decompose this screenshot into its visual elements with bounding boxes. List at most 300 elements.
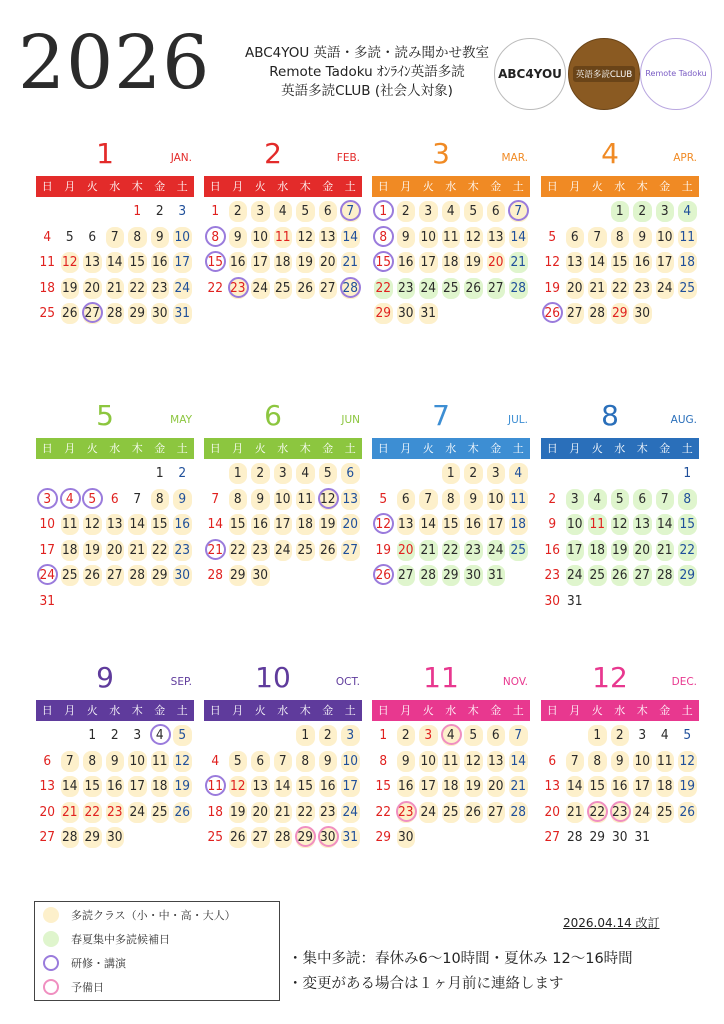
reserve-circle-icon: [587, 801, 608, 822]
day-cell: 3: [178, 203, 187, 219]
day-cell: 18: [149, 774, 172, 799]
day-cell: 17: [39, 541, 55, 558]
day-cell: 13: [485, 749, 508, 774]
weekday-label: 火: [86, 704, 98, 717]
day-cell: 21: [507, 774, 530, 799]
note-line: ・変更がある場合は１ヶ月前に連絡します: [288, 976, 564, 992]
day-cell: 10: [654, 225, 677, 250]
day-cell: 18: [294, 512, 317, 537]
day-cell: 11: [507, 487, 530, 512]
day-cell: 22: [586, 800, 609, 825]
weekday-label: 火: [254, 442, 266, 455]
day-cell: 16: [544, 541, 560, 558]
day-cell: 27: [395, 563, 418, 588]
day-cell: 3: [133, 727, 142, 743]
day-cell: 30: [612, 829, 628, 845]
month-number: 6: [264, 399, 282, 432]
day-cell: 4: [43, 228, 52, 245]
day-cell: 28: [507, 276, 530, 301]
day-cell: 11: [272, 225, 295, 250]
legend-item-class: 多読クラス（小・中・高・大人）: [43, 905, 236, 925]
day-cell: 2: [395, 199, 418, 224]
day-cell: 30: [149, 301, 172, 326]
weekday-header: [204, 438, 362, 459]
day-cell: 21: [126, 538, 149, 563]
day-cell: 8: [81, 749, 104, 774]
weekday-header: [36, 700, 194, 721]
day-cell: 17: [654, 250, 677, 275]
day-cell: 14: [507, 749, 530, 774]
day-cell: 2: [110, 727, 119, 743]
day-cell: 23: [395, 800, 418, 825]
day-cell: 12: [59, 250, 82, 275]
day-grid: [204, 723, 362, 883]
header-school-names: [232, 44, 502, 101]
day-cell: 10: [417, 749, 440, 774]
weekday-header: [541, 438, 699, 459]
training-circle-icon: [373, 564, 394, 585]
day-cell: 11: [149, 749, 172, 774]
day-cell: 13: [339, 487, 362, 512]
weekday-label: 土: [176, 704, 188, 717]
day-cell: 19: [375, 541, 391, 558]
weekday-header: [36, 438, 194, 459]
day-cell: 28: [339, 276, 362, 301]
training-circle-icon: [37, 488, 58, 509]
day-cell: 27: [564, 301, 587, 326]
day-cell: 29: [227, 563, 250, 588]
weekday-label: 土: [681, 704, 693, 717]
reserve-circle-icon: [441, 724, 462, 745]
day-cell: 18: [207, 803, 223, 820]
day-cell: 7: [339, 199, 362, 224]
day-cell: 5: [171, 723, 194, 748]
day-grid: [541, 461, 699, 621]
day-cell: 27: [485, 800, 508, 825]
day-cell: 13: [485, 225, 508, 250]
day-cell: 11: [676, 225, 699, 250]
training-circle-icon: [340, 277, 361, 298]
day-cell: 22: [375, 803, 391, 820]
day-cell: 4: [149, 723, 172, 748]
weekday-label: 木: [131, 704, 143, 717]
weekday-label: 月: [569, 180, 581, 193]
day-cell: 20: [39, 803, 55, 820]
weekday-label: 金: [322, 442, 334, 455]
day-grid: [372, 461, 530, 621]
day-cell: 7: [104, 225, 127, 250]
day-cell: 14: [507, 225, 530, 250]
day-grid: [372, 723, 530, 883]
weekday-label: 月: [232, 704, 244, 717]
month-abbr: OCT.: [335, 676, 360, 688]
day-cell: 12: [676, 749, 699, 774]
day-grid: [36, 461, 194, 621]
day-cell: 30: [317, 825, 340, 850]
day-cell: 21: [417, 538, 440, 563]
day-cell: 4: [676, 199, 699, 224]
day-cell: 1: [609, 199, 632, 224]
day-cell: 9: [149, 225, 172, 250]
day-cell: 19: [171, 774, 194, 799]
day-cell: 16: [631, 250, 654, 275]
day-cell: 10: [339, 749, 362, 774]
day-grid: [36, 723, 194, 883]
day-cell: 8: [609, 225, 632, 250]
training-circle-icon: [150, 724, 171, 745]
weekday-header: [541, 176, 699, 197]
day-cell: 20: [249, 800, 272, 825]
weekday-label: 金: [490, 704, 502, 717]
day-cell: 15: [81, 774, 104, 799]
month-12: [541, 662, 699, 883]
day-cell: 12: [227, 774, 250, 799]
day-cell: 20: [485, 774, 508, 799]
day-cell: 8: [440, 487, 463, 512]
day-cell: 28: [59, 825, 82, 850]
day-cell: 10: [631, 749, 654, 774]
training-circle-icon: [43, 955, 59, 971]
day-cell: 1: [586, 723, 609, 748]
day-cell: 24: [485, 538, 508, 563]
day-cell: 23: [104, 800, 127, 825]
day-cell: 9: [631, 225, 654, 250]
month-number: 1: [96, 137, 114, 170]
day-cell: 10: [564, 512, 587, 537]
day-cell: 1: [227, 461, 250, 486]
day-cell: 23: [227, 276, 250, 301]
weekday-header: [541, 700, 699, 721]
weekday-label: 金: [322, 704, 334, 717]
day-cell: 17: [249, 250, 272, 275]
month-7: [372, 400, 530, 621]
weekday-label: 土: [512, 442, 524, 455]
day-cell: 17: [417, 250, 440, 275]
day-cell: 10: [272, 487, 295, 512]
weekday-label: 日: [546, 180, 558, 193]
day-cell: 26: [171, 800, 194, 825]
day-cell: 25: [654, 800, 677, 825]
day-cell: 15: [609, 250, 632, 275]
day-cell: 1: [211, 203, 220, 219]
day-cell: 29: [375, 829, 391, 845]
day-cell: 24: [126, 800, 149, 825]
weekday-label: 火: [591, 704, 603, 717]
day-cell: 23: [609, 800, 632, 825]
day-cell: 7: [211, 490, 220, 507]
day-cell: 18: [440, 774, 463, 799]
day-cell: 7: [586, 225, 609, 250]
weekday-label: 金: [322, 180, 334, 193]
day-cell: 28: [417, 563, 440, 588]
day-cell: 17: [564, 538, 587, 563]
weekday-label: 木: [299, 442, 311, 455]
day-cell: 28: [207, 567, 223, 583]
weekday-label: 木: [467, 704, 479, 717]
month-number: 12: [592, 661, 628, 694]
training-circle-icon: [82, 488, 103, 509]
day-cell: 21: [272, 800, 295, 825]
weekday-label: 月: [569, 442, 581, 455]
day-cell: 26: [541, 301, 564, 326]
day-cell: 3: [654, 199, 677, 224]
weekday-label: 木: [636, 180, 648, 193]
day-cell: 29: [126, 301, 149, 326]
day-cell: 3: [249, 199, 272, 224]
day-cell: 20: [317, 250, 340, 275]
weekday-label: 土: [176, 180, 188, 193]
weekday-label: 水: [277, 704, 289, 717]
day-cell: 9: [395, 225, 418, 250]
weekday-label: 木: [467, 442, 479, 455]
day-cell: 12: [462, 225, 485, 250]
day-cell: 21: [654, 538, 677, 563]
training-circle-icon: [205, 251, 226, 272]
weekday-label: 金: [659, 180, 671, 193]
day-cell: 31: [417, 301, 440, 326]
day-cell: 25: [207, 829, 223, 845]
day-cell: 17: [485, 512, 508, 537]
month-abbr: NOV.: [502, 676, 528, 688]
day-cell: 31: [634, 829, 650, 845]
day-cell: 25: [676, 276, 699, 301]
day-cell: 3: [272, 461, 295, 486]
weekday-label: 火: [254, 704, 266, 717]
weekday-label: 日: [377, 704, 389, 717]
day-cell: 30: [249, 563, 272, 588]
day-cell: 17: [631, 774, 654, 799]
day-cell: 15: [204, 250, 227, 275]
day-cell: 3: [417, 723, 440, 748]
weekday-label: 土: [176, 442, 188, 455]
weekday-label: 金: [659, 442, 671, 455]
day-cell: 23: [171, 538, 194, 563]
day-cell: 20: [544, 803, 560, 820]
day-cell: 27: [339, 538, 362, 563]
day-cell: 22: [294, 800, 317, 825]
day-cell: 3: [339, 723, 362, 748]
month-2: [204, 138, 362, 359]
class-swatch-icon: [43, 907, 59, 923]
month-abbr: JAN.: [170, 152, 192, 164]
training-circle-icon: [82, 302, 103, 323]
day-cell: 22: [149, 538, 172, 563]
day-cell: 7: [417, 487, 440, 512]
day-cell: 25: [59, 563, 82, 588]
day-cell: 16: [609, 774, 632, 799]
day-cell: 6: [485, 723, 508, 748]
day-cell: 31: [567, 592, 583, 609]
month-number: 8: [601, 399, 619, 432]
day-cell: 14: [417, 512, 440, 537]
day-cell: 10: [485, 487, 508, 512]
day-cell: 6: [339, 461, 362, 486]
day-cell: 13: [395, 512, 418, 537]
day-cell: 13: [564, 250, 587, 275]
weekday-label: 土: [681, 180, 693, 193]
weekday-label: 日: [546, 442, 558, 455]
weekday-label: 木: [131, 442, 143, 455]
day-cell: 7: [507, 723, 530, 748]
weekday-label: 水: [614, 704, 626, 717]
weekday-label: 日: [41, 180, 53, 193]
day-cell: 9: [317, 749, 340, 774]
weekday-label: 火: [254, 180, 266, 193]
day-cell: 21: [586, 276, 609, 301]
legend-item-training: 研修・講演: [43, 953, 126, 973]
day-cell: 13: [631, 512, 654, 537]
day-cell: 27: [104, 563, 127, 588]
training-circle-icon: [205, 775, 226, 796]
day-cell: 8: [379, 752, 388, 769]
day-cell: 14: [586, 250, 609, 275]
day-cell: 27: [249, 825, 272, 850]
day-cell: 8: [149, 487, 172, 512]
day-cell: 6: [631, 487, 654, 512]
day-cell: 24: [171, 276, 194, 301]
day-cell: 26: [676, 800, 699, 825]
day-cell: 8: [204, 225, 227, 250]
legend: [34, 901, 280, 1001]
day-cell: 21: [204, 538, 227, 563]
weekday-label: 土: [512, 704, 524, 717]
spring-swatch-icon: [43, 931, 59, 947]
day-cell: 27: [631, 563, 654, 588]
day-grid: [372, 199, 530, 359]
month-number: 9: [96, 661, 114, 694]
day-cell: 11: [440, 225, 463, 250]
day-cell: 7: [133, 490, 142, 507]
weekday-label: 金: [659, 704, 671, 717]
weekday-label: 月: [400, 180, 412, 193]
day-cell: 31: [339, 825, 362, 850]
month-abbr: MAY: [170, 414, 192, 426]
weekday-label: 火: [86, 442, 98, 455]
reserve-circle-icon: [318, 826, 339, 847]
day-cell: 7: [272, 749, 295, 774]
weekday-label: 月: [400, 704, 412, 717]
weekday-label: 金: [490, 180, 502, 193]
weekday-label: 木: [467, 180, 479, 193]
day-cell: 14: [339, 225, 362, 250]
day-cell: 4: [272, 199, 295, 224]
day-cell: 2: [548, 490, 557, 507]
training-circle-icon: [37, 564, 58, 585]
day-cell: 12: [609, 512, 632, 537]
weekday-label: 日: [209, 180, 221, 193]
day-cell: 14: [104, 250, 127, 275]
day-cell: 20: [104, 538, 127, 563]
day-cell: 23: [249, 538, 272, 563]
day-cell: 8: [372, 225, 395, 250]
day-cell: 16: [104, 774, 127, 799]
weekday-label: 水: [109, 442, 121, 455]
month-6: [204, 400, 362, 621]
month-number: 7: [432, 399, 450, 432]
header-line: ABC4YOU 英語・多読・読み聞かせ教室: [244, 45, 490, 61]
day-cell: 19: [294, 250, 317, 275]
day-cell: 20: [81, 276, 104, 301]
day-cell: 12: [372, 512, 395, 537]
day-cell: 3: [638, 727, 647, 743]
training-circle-icon: [205, 539, 226, 560]
day-cell: 26: [462, 800, 485, 825]
weekday-header: [372, 176, 530, 197]
legend-item-reserve: 予備日: [43, 977, 104, 997]
day-cell: 18: [654, 774, 677, 799]
day-cell: 13: [39, 778, 55, 794]
weekday-label: 日: [209, 704, 221, 717]
day-cell: 19: [544, 279, 560, 296]
day-cell: 5: [227, 749, 250, 774]
day-cell: 11: [654, 749, 677, 774]
day-cell: 24: [564, 563, 587, 588]
weekday-label: 月: [64, 442, 76, 455]
day-cell: 5: [81, 487, 104, 512]
note-line: ・集中多読：春休み6～10時間・夏休み 12～16時間: [288, 951, 633, 967]
day-cell: 23: [462, 538, 485, 563]
day-cell: 6: [395, 487, 418, 512]
day-cell: 18: [440, 250, 463, 275]
day-cell: 30: [395, 825, 418, 850]
month-abbr: JUN: [341, 414, 360, 426]
day-cell: 7: [654, 487, 677, 512]
day-cell: 20: [395, 538, 418, 563]
day-cell: 29: [81, 825, 104, 850]
day-cell: 29: [440, 563, 463, 588]
weekday-header: [372, 700, 530, 721]
day-cell: 15: [440, 512, 463, 537]
day-cell: 29: [676, 563, 699, 588]
day-cell: 5: [462, 199, 485, 224]
weekday-label: 月: [569, 704, 581, 717]
day-cell: 27: [81, 301, 104, 326]
day-cell: 13: [81, 250, 104, 275]
weekday-label: 金: [490, 442, 502, 455]
day-cell: 23: [317, 800, 340, 825]
day-cell: 25: [440, 276, 463, 301]
day-cell: 4: [507, 461, 530, 486]
day-cell: 16: [462, 512, 485, 537]
day-cell: 5: [609, 487, 632, 512]
day-cell: 8: [227, 487, 250, 512]
day-cell: 4: [294, 461, 317, 486]
weekday-label: 日: [41, 442, 53, 455]
day-cell: 10: [171, 225, 194, 250]
day-cell: 6: [548, 752, 557, 769]
day-cell: 7: [564, 749, 587, 774]
day-cell: 28: [272, 825, 295, 850]
day-cell: 28: [567, 829, 583, 845]
day-cell: 4: [660, 727, 669, 743]
weekday-label: 水: [109, 180, 121, 193]
day-cell: 1: [683, 465, 692, 481]
day-cell: 14: [126, 512, 149, 537]
day-cell: 31: [39, 592, 55, 609]
day-cell: 20: [631, 538, 654, 563]
header-line: 英語多読CLUB (社会人対象): [281, 83, 453, 99]
day-cell: 15: [149, 512, 172, 537]
day-cell: 21: [507, 250, 530, 275]
day-cell: 10: [39, 516, 55, 532]
day-cell: 30: [104, 825, 127, 850]
day-grid: [204, 461, 362, 621]
day-cell: 13: [317, 225, 340, 250]
weekday-label: 土: [512, 180, 524, 193]
month-3: [372, 138, 530, 359]
day-cell: 16: [227, 250, 250, 275]
day-cell: 16: [171, 512, 194, 537]
